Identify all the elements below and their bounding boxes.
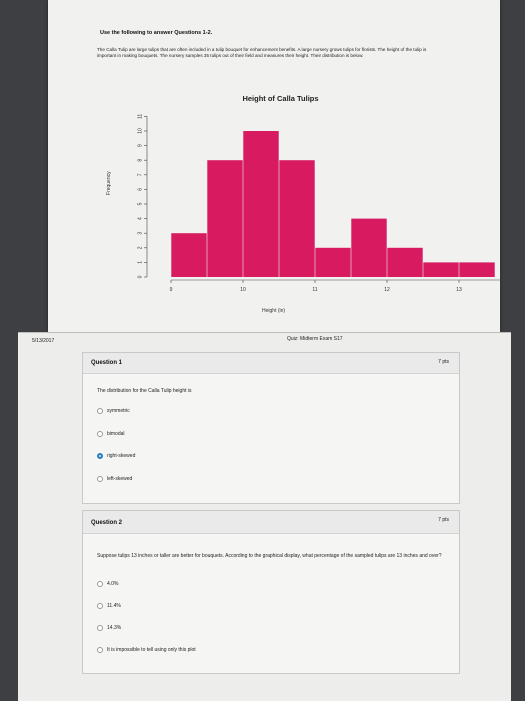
y-tick-label: 6 — [137, 188, 144, 191]
y-tick-label: 3 — [137, 231, 144, 235]
option-label: symmetric — [107, 408, 130, 414]
question-1-header — [83, 353, 459, 374]
y-tick-label: 9 — [137, 144, 144, 147]
question-1-points: 7 pts — [438, 359, 449, 365]
radio-button[interactable] — [97, 408, 103, 414]
histogram-bar — [207, 160, 242, 277]
histogram-bar — [459, 262, 494, 277]
chart-title: Height of Calla Tulips — [242, 94, 319, 103]
histogram-chart — [0, 0, 525, 332]
histogram-bar — [279, 160, 314, 277]
radio-button[interactable] — [97, 431, 103, 437]
q2-option-2[interactable] — [97, 603, 121, 609]
y-tick-label: 10 — [137, 128, 144, 134]
question-2-points: 7 pts — [438, 517, 449, 523]
option-label: 11.4% — [107, 603, 121, 609]
x-tick-label: 9 — [169, 287, 173, 293]
y-tick-label: 1 — [137, 261, 144, 264]
radio-button[interactable] — [97, 476, 103, 482]
q1-option-left-skewed[interactable] — [97, 476, 132, 482]
question-2-title: Question 2 — [91, 520, 123, 526]
x-tick-label: 13 — [456, 287, 462, 293]
exam-title: Quiz: Midterm Exam S17 — [287, 336, 343, 342]
y-tick-label: 4 — [137, 217, 144, 220]
question-2-text: Suppose tulips 13 inches or taller are better for bouquets. According to the graphical display, what percentage of the sampled tulips are 13 inches and over? — [97, 553, 442, 559]
question-2-card — [82, 510, 460, 674]
histogram-bar — [243, 131, 278, 277]
histogram-bar — [423, 262, 458, 277]
y-tick-label: 11 — [137, 113, 144, 120]
q1-option-bimodal[interactable] — [97, 431, 125, 437]
x-tick-label: 12 — [384, 287, 390, 293]
q1-option-symmetric[interactable] — [97, 408, 130, 414]
instructions-title: Use the following to answer Questions 1-2. — [100, 30, 213, 36]
x-axis-label: Height (in) — [262, 308, 286, 314]
option-label: right-skewed — [107, 453, 136, 459]
y-axis-label: Frequency — [106, 171, 112, 195]
question-1-text: The distribution for the Calla Tulip height is — [97, 388, 192, 394]
instructions-body: The Calla Tulip are large tulips that are often included in a tulip bouquet for enhancement benefits. A large nursery grows tulips for florists. The height of the tulip is important in making bouquets. The nursery samples 35 tulips out of their field and measures their height. Their distribution is below. — [97, 47, 427, 58]
q2-option-4[interactable] — [97, 647, 196, 653]
radio-button[interactable] — [97, 647, 103, 653]
q1-option-right-skewed[interactable] — [97, 453, 135, 459]
option-label: left-skewed — [107, 476, 133, 482]
y-tick-label: 7 — [137, 173, 144, 177]
radio-button[interactable] — [97, 581, 103, 587]
question-1-title: Question 1 — [91, 360, 123, 366]
radio-button[interactable] — [97, 625, 103, 631]
histogram-bar — [387, 248, 422, 277]
option-label: 14.3% — [107, 625, 122, 631]
print-date: 5/13/2017 — [32, 338, 55, 344]
question-1-card — [82, 352, 460, 504]
histogram-bar — [351, 219, 386, 277]
question-2-header — [83, 511, 459, 534]
q2-option-3[interactable] — [97, 625, 121, 631]
histogram-bar — [171, 233, 206, 277]
histogram-bar — [315, 248, 350, 277]
radio-button[interactable] — [97, 603, 103, 609]
q2-option-1[interactable] — [97, 581, 118, 587]
y-tick-label: 2 — [137, 246, 144, 250]
option-label: 4.0% — [107, 581, 119, 587]
option-label: bimodal — [107, 431, 125, 437]
option-label: It is impossible to tell using only this plot — [107, 647, 196, 653]
x-tick-label: 10 — [240, 287, 246, 293]
radio-button-selected[interactable] — [97, 453, 103, 459]
y-tick-label: 5 — [137, 202, 144, 206]
y-tick-label: 8 — [137, 158, 144, 162]
x-tick-label: 11 — [312, 287, 318, 293]
y-tick-label: 0 — [137, 275, 144, 279]
